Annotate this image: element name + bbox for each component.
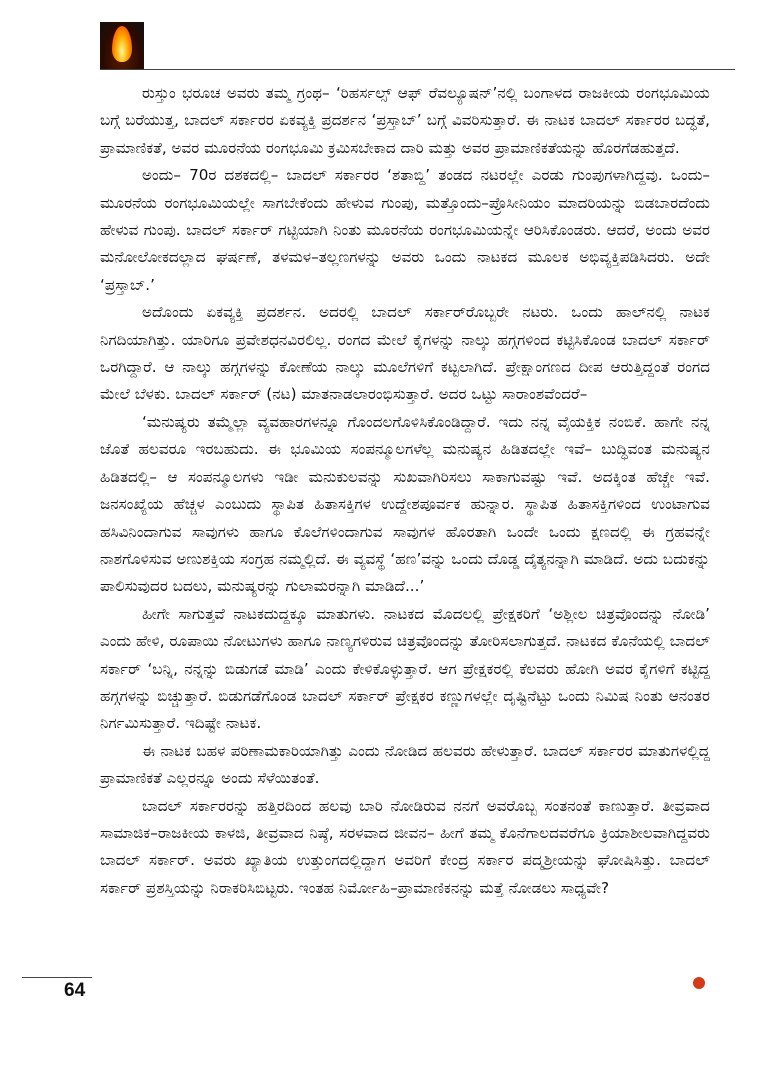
paragraph: ಹೀಗೇ ಸಾಗುತ್ತವೆ ನಾಟಕದುದ್ದಕ್ಕೂ ಮಾತುಗಳು. ನಾಟಕದ ಮೊದಲಲ್ಲಿ ಪ್ರೇಕ್ಷಕರಿಗೆ ‘ಅಶ್ಲೀಲ ಚಿತ್ರವೊಂದನ್ನು ನೋಡಿ’ ಎಂದು ಹೇಳಿ, ರೂಪಾಯಿ ನೋಟುಗಳು ಹಾಗೂ ನಾಣ್ಯಗಳಿರುವ ಚಿತ್ರವೊಂದನ್ನು ತೋರಿಸಲಾಗುತ್ತದೆ. ನಾಟಕದ ಕೊನೆಯಲ್ಲಿ ಬಾದಲ್ ಸರ್ಕಾರ್ ‘ಬನ್ನಿ, ನನ್ನನ್ನು ಬಿಡುಗಡೆ ಮಾಡಿ’ ಎಂದು ಕೇಳಿಕೊಳ್ಳುತ್ತಾರೆ. ಆಗ ಪ್ರೇಕ್ಷಕರಲ್ಲಿ ಕೆಲವರು ಹೋಗಿ ಅವರ ಕೈಗಳಿಗೆ ಕಟ್ಟಿದ್ದ ಹಗ್ಗಗಳನ್ನು ಬಿಚ್ಚುತ್ತಾರೆ. ಬಿಡುಗಡೆಗೊಂಡ ಬಾದಲ್ ಸರ್ಕಾರ್ ಪ್ರೇಕ್ಷಕರ ಕಣ್ಣುಗಳಲ್ಲೇ ದೃಷ್ಟಿನೆಟ್ಟು ಒಂದು ನಿಮಿಷ ನಿಂತು ಆನಂತರ ನಿರ್ಗಮಿಸುತ್ತಾರೆ. ಇದಿಷ್ಟೇ ನಾಟಕ. xyxy=(100,604,710,733)
paragraph: ಈ ನಾಟಕ ಬಹಳ ಪರಿಣಾಮಕಾರಿಯಾಗಿತ್ತು ಎಂದು ನೋಡಿದ ಹಲವರು ಹೇಳುತ್ತಾರೆ. ಬಾದಲ್ ಸರ್ಕಾರರ ಮಾತುಗಳಲ್ಲಿದ್ದ ಪ್ರಾಮಾಣಿಕತೆ ಎಲ್ಲರನ್ನೂ ಅಂದು ಸೆಳೆಯಿತಂತೆ. xyxy=(100,741,710,788)
paragraph: ಅದೊಂದು ಏಕವ್ಯಕ್ತಿ ಪ್ರದರ್ಶನ. ಅದರಲ್ಲಿ ಬಾದಲ್ ಸರ್ಕಾರ್‌ರೊಬ್ಬರೇ ನಟರು. ಒಂದು ಹಾಲ್‌ನಲ್ಲಿ ನಾಟಕ ನಿಗದಿಯಾಗಿತ್ತು. ಯಾರಿಗೂ ಪ್ರವೇಶಧನವಿರಲಿಲ್ಲ. ರಂಗದ ಮೇಲೆ ಕೈಗಳನ್ನು ನಾಲ್ಕು ಹಗ್ಗಗಳಿಂದ ಕಟ್ಟಿಸಿಕೊಂಡ ಬಾದಲ್ ಸರ್ಕಾರ್ ಒರಗಿದ್ದಾರೆ. ಆ ನಾಲ್ಕು ಹಗ್ಗಗಳನ್ನು ಕೋಣೆಯ ನಾಲ್ಕು ಮೂಲೆಗಳಿಗೆ ಕಟ್ಟಲಾಗಿದೆ. ಪ್ರೇಕ್ಷಾಂಗಣದ ದೀಪ ಆರುತ್ತಿದ್ದಂತೆ ರಂಗದ ಮೇಲೆ ಬೆಳಕು. ಬಾದಲ್ ಸರ್ಕಾರ್ (ನಟ) ಮಾತನಾಡಲಾರಂಭಿಸುತ್ತಾರೆ. ಅದರ ಒಟ್ಟು ಸಾರಾಂಶವೆಂದರೆ– xyxy=(100,303,710,404)
paragraph: ರುಸ್ತುಂ ಭರೂಚ ಅವರು ತಮ್ಮ ಗ್ರಂಥ– ‘ರಿಹರ್ಸಲ್ಸ್ ಆಫ್ ರೆವಲ್ಯೂಷನ್’ನಲ್ಲಿ ಬಂಗಾಳದ ರಾಜಕೀಯ ರಂಗಭೂಮಿಯ ಬಗ್ಗೆ ಬರೆಯುತ್ತ, ಬಾದಲ್ ಸರ್ಕಾರರ ಏಕವ್ಯಕ್ತಿ ಪ್ರದರ್ಶನ ‘ಪ್ರಸ್ತಾಬ್’ ಬಗ್ಗೆ ವಿವರಿಸುತ್ತಾರೆ. ಈ ನಾಟಕ ಬಾದಲ್ ಸರ್ಕಾರರ ಬದ್ಧತೆ, ಪ್ರಾಮಾಣಿಕತೆ, ಅವರ ಮೂರನೆಯ ರಂಗಭೂಮಿ ಕ್ರಮಿಸಬೇಕಾದ ದಾರಿ ಮತ್ತು ಅವರ ಪ್ರಾಮಾಣಿಕತೆಯನ್ನು ಹೊರಗೆಡಹುತ್ತದೆ. xyxy=(100,84,710,157)
paragraph: ಅಂದು– 70ರ ದಶಕದಲ್ಲಿ– ಬಾದಲ್ ಸರ್ಕಾರರ ‘ಶತಾಬ್ದಿ’ ತಂಡದ ನಟರಲ್ಲೇ ಎರಡು ಗುಂಪುಗಳಾಗಿದ್ದವು. ಒಂದು–ಮೂರನೆಯ ರಂಗಭೂಮಿಯಲ್ಲೇ ಸಾಗಬೇಕೆಂದು ಹೇಳುವ ಗುಂಪು, ಮತ್ತೊಂದು–ಪ್ರೊಸೀನಿಯಂ ಮಾದರಿಯನ್ನು ಬಿಡಬಾರದೆಂದು ಹೇಳುವ ಗುಂಪು. ಬಾದಲ್ ಸರ್ಕಾರ್ ಗಟ್ಟಿಯಾಗಿ ನಿಂತು ಮೂರನೆಯ ರಂಗಭೂಮಿಯನ್ನೇ ಆರಿಸಿಕೊಂಡರು. ಆದರೆ, ಅಂದು ಅವರ ಮನೋಲೋಕದಲ್ಲಾದ ಘರ್ಷಣೆ, ತಳಮಳ–ತಲ್ಲಣಗಳನ್ನು ಅವರು ಒಂದು ನಾಟಕದ ಮೂಲಕ ಅಭಿವ್ಯಕ್ತಿಪಡಿಸಿದರು. ಅದೇ ‘ಪ್ರಸ್ತಾಬ್.’ xyxy=(100,166,710,294)
flame-icon xyxy=(112,26,132,62)
paragraph: ಬಾದಲ್ ಸರ್ಕಾರರನ್ನು ಹತ್ತಿರದಿಂದ ಹಲವು ಬಾರಿ ನೋಡಿರುವ ನನಗೆ ಅವರೊಬ್ಬ ಸಂತನಂತೆ ಕಾಣುತ್ತಾರೆ. ತೀವ್ರವಾದ ಸಾಮಾಜಿಕ–ರಾಜಕೀಯ ಕಾಳಜಿ, ತೀವ್ರವಾದ ನಿಷ್ಠೆ, ಸರಳವಾದ ಜೀವನ– ಹೀಗೆ ತಮ್ಮ ಕೊನೆಗಾಲದವರೆಗೂ ಕ್ರಿಯಾಶೀಲವಾಗಿದ್ದವರು ಬಾದಲ್ ಸರ್ಕಾರ್. ಅವರು ಖ್ಯಾತಿಯ ಉತ್ತುಂಗದಲ್ಲಿದ್ದಾಗ ಅವರಿಗೆ ಕೇಂದ್ರ ಸರ್ಕಾರ ಪದ್ಮಶ್ರೀಯನ್ನು ಘೋಷಿಸಿತ್ತು. ಬಾದಲ್ ಸರ್ಕಾರ್ ಪ್ರಶಸ್ತಿಯನ್ನು ನಿರಾಕರಿಸಿಬಿಟ್ಟರು. ಇಂತಹ ನಿರ್ಮೋಹಿ–ಪ್ರಾಮಾಣಿಕನನ್ನು ಮತ್ತೆ ನೋಡಲು ಸಾಧ್ಯವೇ? xyxy=(100,796,710,897)
footer-divider xyxy=(22,977,92,978)
quoted-paragraph: ‘ಮನುಷ್ಯರು ತಮ್ಮೆಲ್ಲಾ ವ್ಯವಹಾರಗಳನ್ನೂ ಗೊಂದಲಗೊಳಿಸಿಕೊಂಡಿದ್ದಾರೆ. ಇದು ನನ್ನ ವೈಯಕ್ತಿಕ ನಂಬಿಕೆ. ಹಾಗೇ ನನ್ನ ಜೊತೆ ಹಲವರೂ ಇರಬಹುದು. ಈ ಭೂಮಿಯ ಸಂಪನ್ಮೂಲಗಳೆಲ್ಲ ಮನುಷ್ಯನ ಹಿಡಿತದಲ್ಲೇ ಇವೆ– ಬುದ್ಧಿವಂತ ಮನುಷ್ಯನ ಹಿಡಿತದಲ್ಲಿ– ಆ ಸಂಪನ್ಮೂಲಗಳು ಇಡೀ ಮನುಕುಲವನ್ನು ಸುಖವಾಗಿರಿಸಲು ಸಾಕಾಗುವಷ್ಟು ಇವೆ. ಅದಕ್ಕಿಂತ ಹೆಚ್ಚೇ ಇವೆ. ಜನಸಂಖ್ಯೆಯ ಹೆಚ್ಚಳ ಎಂಬುದು ಸ್ಥಾಪಿತ ಹಿತಾಸಕ್ತಿಗಳ ಉದ್ದೇಶಪೂರ್ವಕ ಹುನ್ನಾರ. ಸ್ಥಾಪಿತ ಹಿತಾಸಕ್ತಿಗಳಿಂದ ಉಂಟಾಗುವ ಹಸಿವಿನಿಂದಾಗುವ ಸಾವುಗಳು ಹಾಗೂ ಕೊಲೆಗಳಿಂದಾಗುವ ಸಾವುಗಳ ಹೊರತಾಗಿ ಒಂದೇ ಒಂದು ಕ್ಷಣದಲ್ಲಿ ಈ ಗ್ರಹವನ್ನೇ ನಾಶಗೊಳಿಸುವ ಅಣುಶಕ್ತಿಯ ಸಂಗ್ರಹ ನಮ್ಮಲ್ಲಿದೆ. ಈ ವ್ಯವಸ್ಥೆ ‘ಹಣ’ವನ್ನು ಒಂದು ದೊಡ್ಡ ದೈತ್ಯನನ್ನಾಗಿ ಮಾಡಿದೆ. ಅದು ಬದುಕನ್ನು ಪಾಲಿಸುವುದರ ಬದಲು, ಮನುಷ್ಯರನ್ನು ಗುಲಾಮರನ್ನಾಗಿ ಮಾಡಿದೆ...’ xyxy=(100,412,710,596)
flame-logo xyxy=(100,22,144,70)
page-number: 64 xyxy=(64,980,86,1001)
article-body xyxy=(100,80,710,902)
end-mark-icon xyxy=(693,977,705,989)
header-divider xyxy=(100,69,735,70)
